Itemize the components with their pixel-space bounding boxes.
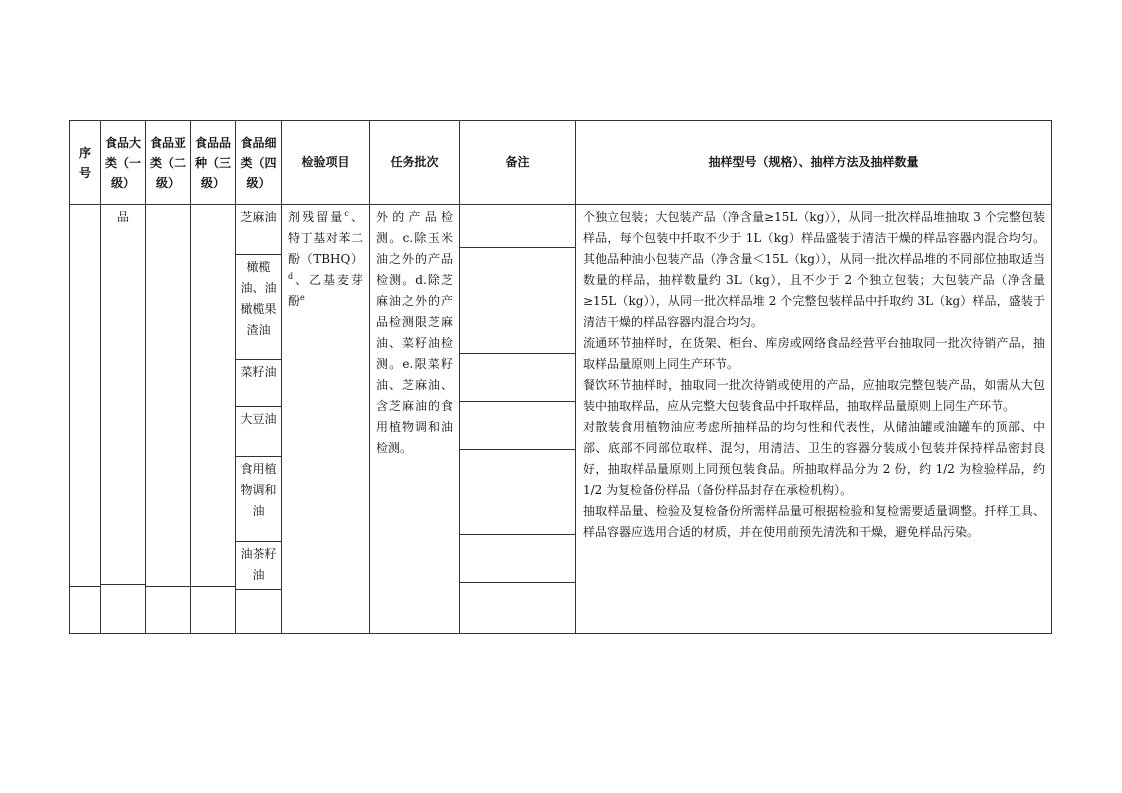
header-items: 检验项目 <box>282 121 370 205</box>
header-cat4: 食品细类（四级） <box>236 121 282 205</box>
cat4-item: 食用植物调和油 <box>236 457 281 542</box>
items-cell <box>282 205 370 634</box>
cat4-item: 芝麻油 <box>236 205 281 255</box>
method-paragraph: 流通环节抽样时，在货架、柜台、库房或网络食品经营平台抽取同一批次待销产品，抽取样品量原则上同生产环节。 <box>583 336 1045 371</box>
header-cat3: 食品品种（三级） <box>191 121 236 205</box>
cat4-item: 油茶籽油 <box>236 542 281 590</box>
cat4-item: 菜籽油 <box>236 360 281 407</box>
items-text-3: 、乙基麦芽酚 <box>288 273 363 308</box>
method-cell <box>576 205 1052 634</box>
method-paragraph: 抽取样品量、检验及复检备份所需样品量可根据检验和复检需要适量调整。扦样工具、样品容器应选用合适的材质，并在使用前预先清洗和干燥，避免样品污染。 <box>583 504 1045 539</box>
cat4-item: 大豆油 <box>236 407 281 457</box>
footnote-mark: c <box>344 209 349 218</box>
cat4-item: 橄榄油、油橄榄果渣油 <box>236 255 281 360</box>
method-paragraph: 餐饮环节抽样时，抽取同一批次待销或使用的产品，应抽取完整包装产品，如需从大包装中抽取样品，应从完整大包装食品中扦取样品，抽取样品量原则上同生产环节。 <box>583 378 1045 413</box>
method-paragraph: 个独立包装；大包装产品（净含量≥15L（kg）），从同一批次样品堆抽取 3 个完整包装样品，每个包装中扦取不少于 1L（kg）样品盛装于清洁干燥的样品容器内混合均匀。其他品种油小包装产品（净含量＜15L（kg）），从同一批次样品堆的不同部位抽取适当数量的样品，抽样数量约 3L（kg），且不少于 2 个独立包装；大包装产品（净含量≥15L（kg）），从同一批次样品堆 2 个完整包装样品中扦取约 3L（kg）样品，盛装于清洁干燥的样品容器内混合均匀。 <box>583 210 1045 329</box>
header-cat1: 食品大类（一级） <box>101 121 146 205</box>
header-notes: 备注 <box>460 121 576 205</box>
header-seq: 序号 <box>70 121 101 205</box>
cat1-text: 品 <box>116 210 129 224</box>
batch-text: 外的产品检测。c.除玉米油之外的产品检测。d.除芝麻油之外的产品检测限芝麻油、菜籽油检测。e.限菜籽油、芝麻油、含芝麻油的食用植物调和油检测。 <box>376 210 453 455</box>
items-text-2: 、特丁基对苯二酚（TBHQ） <box>288 210 363 266</box>
header-row <box>70 121 1052 205</box>
footnote-mark: e <box>300 293 305 302</box>
method-paragraph: 对散装食用植物油应考虑所抽样品的均匀性和代表性，从储油罐或油罐车的顶部、中部、底部不同部位取样、混匀，用清洁、卫生的容器分装成小包装并保持样品密封良好，抽取样品量原则上同预包装食品。所抽取样品分为 2 份，约 1/2 为检验样品，约 1/2 为复检备份样品（备份样品封存在承检机构）。 <box>583 420 1045 497</box>
notes-cell <box>460 205 576 634</box>
items-text-1: 剂残留量 <box>288 210 345 224</box>
seq-cell <box>70 205 101 634</box>
cat1-cell <box>101 205 146 634</box>
cat3-cell <box>191 205 236 634</box>
cat4-cell <box>236 205 282 634</box>
header-method: 抽样型号（规格）、抽样方法及抽样数量 <box>576 121 1052 205</box>
sampling-table <box>69 120 1052 634</box>
header-cat2: 食品亚类（二级） <box>146 121 191 205</box>
table-row <box>70 205 1052 634</box>
cat2-cell <box>146 205 191 634</box>
header-batch: 任务批次 <box>370 121 460 205</box>
footnote-mark: d <box>288 272 294 281</box>
batch-cell <box>370 205 460 634</box>
